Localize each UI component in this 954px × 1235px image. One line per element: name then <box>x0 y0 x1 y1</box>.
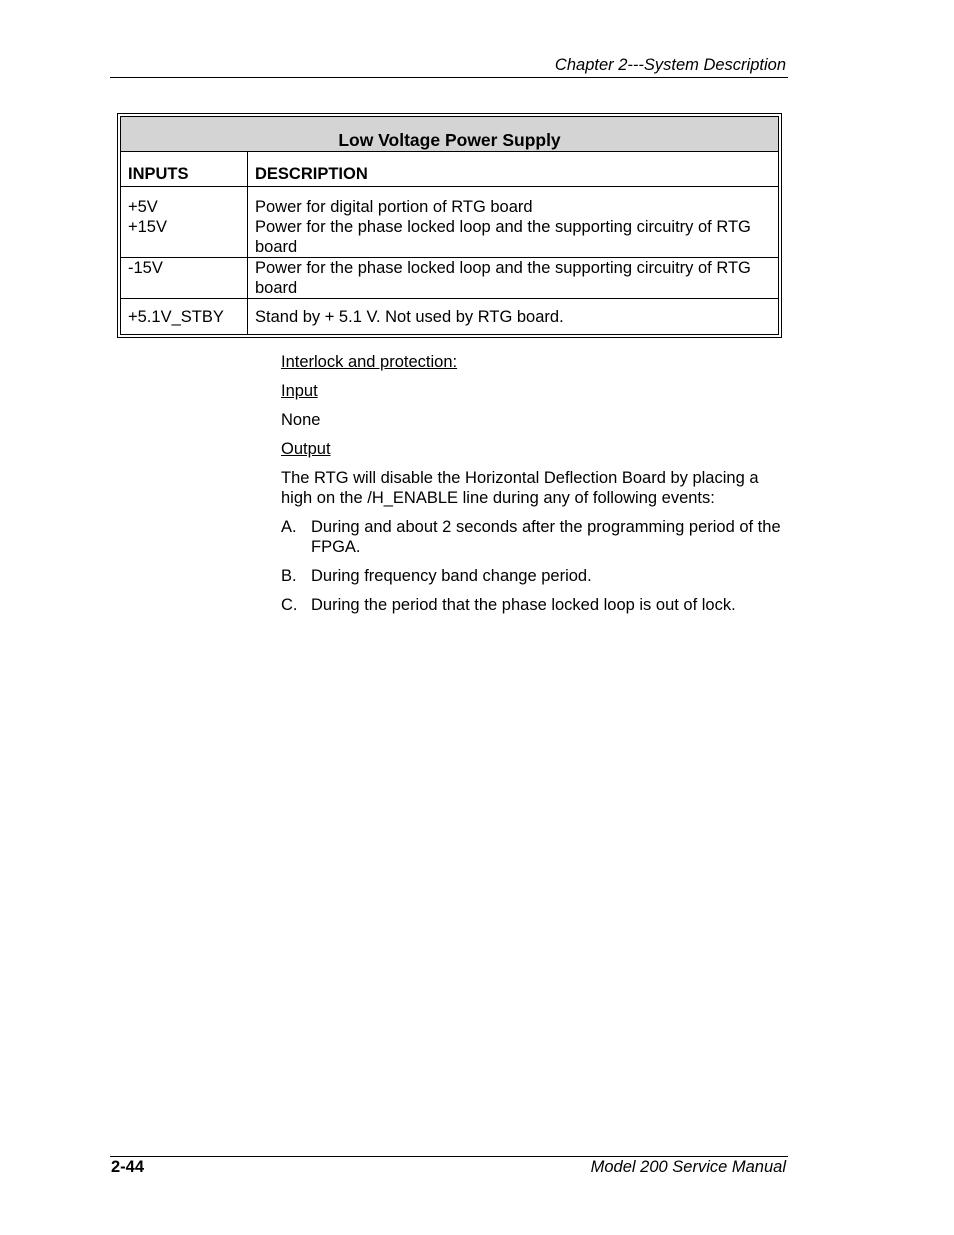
column-header-description: DESCRIPTION <box>248 152 779 187</box>
input-cell: +5V <box>121 187 248 218</box>
list-item-text: During the period that the phase locked loop is out of lock. <box>311 596 736 614</box>
power-supply-table-frame <box>117 113 782 338</box>
description-cell: Stand by + 5.1 V. Not used by RTG board. <box>248 299 779 335</box>
description-cell: Power for the phase locked loop and the supporting circuitry of RTG board <box>248 258 779 299</box>
list-item <box>281 595 791 615</box>
list-marker: C. <box>281 596 298 614</box>
table-row <box>121 217 779 258</box>
table-row <box>121 187 779 218</box>
input-cell: -15V <box>121 258 248 299</box>
running-header: Chapter 2---System Description <box>554 56 786 74</box>
power-supply-table <box>120 116 779 335</box>
manual-title: Model 200 Service Manual <box>590 1158 786 1176</box>
description-cell: Power for the phase locked loop and the supporting circuitry of RTG board <box>248 217 779 258</box>
list-item <box>281 566 791 586</box>
header-divider <box>110 77 788 78</box>
list-marker: B. <box>281 567 297 585</box>
input-text: None <box>281 411 321 429</box>
table-row <box>121 299 779 335</box>
list-marker: A. <box>281 518 297 536</box>
output-text: The RTG will disable the Horizontal Deflection Board by placing a high on the /H_ENABLE line during any of following events: <box>281 469 759 507</box>
list-item <box>281 517 791 557</box>
column-header-inputs: INPUTS <box>121 152 248 187</box>
footer-divider <box>110 1156 788 1157</box>
description-cell: Power for digital portion of RTG board <box>248 187 779 218</box>
table-row <box>121 258 779 299</box>
input-heading: Input <box>281 382 318 400</box>
input-cell: +15V <box>121 217 248 258</box>
interlock-section <box>281 352 791 624</box>
section-heading: Interlock and protection: <box>281 353 458 371</box>
page-number: 2-44 <box>111 1158 145 1176</box>
list-item-text: During frequency band change period. <box>311 567 592 585</box>
output-heading: Output <box>281 440 331 458</box>
table-title: Low Voltage Power Supply <box>121 117 779 152</box>
input-cell: +5.1V_STBY <box>121 299 248 335</box>
list-item-text: During and about 2 seconds after the programming period of the FPGA. <box>311 518 781 556</box>
